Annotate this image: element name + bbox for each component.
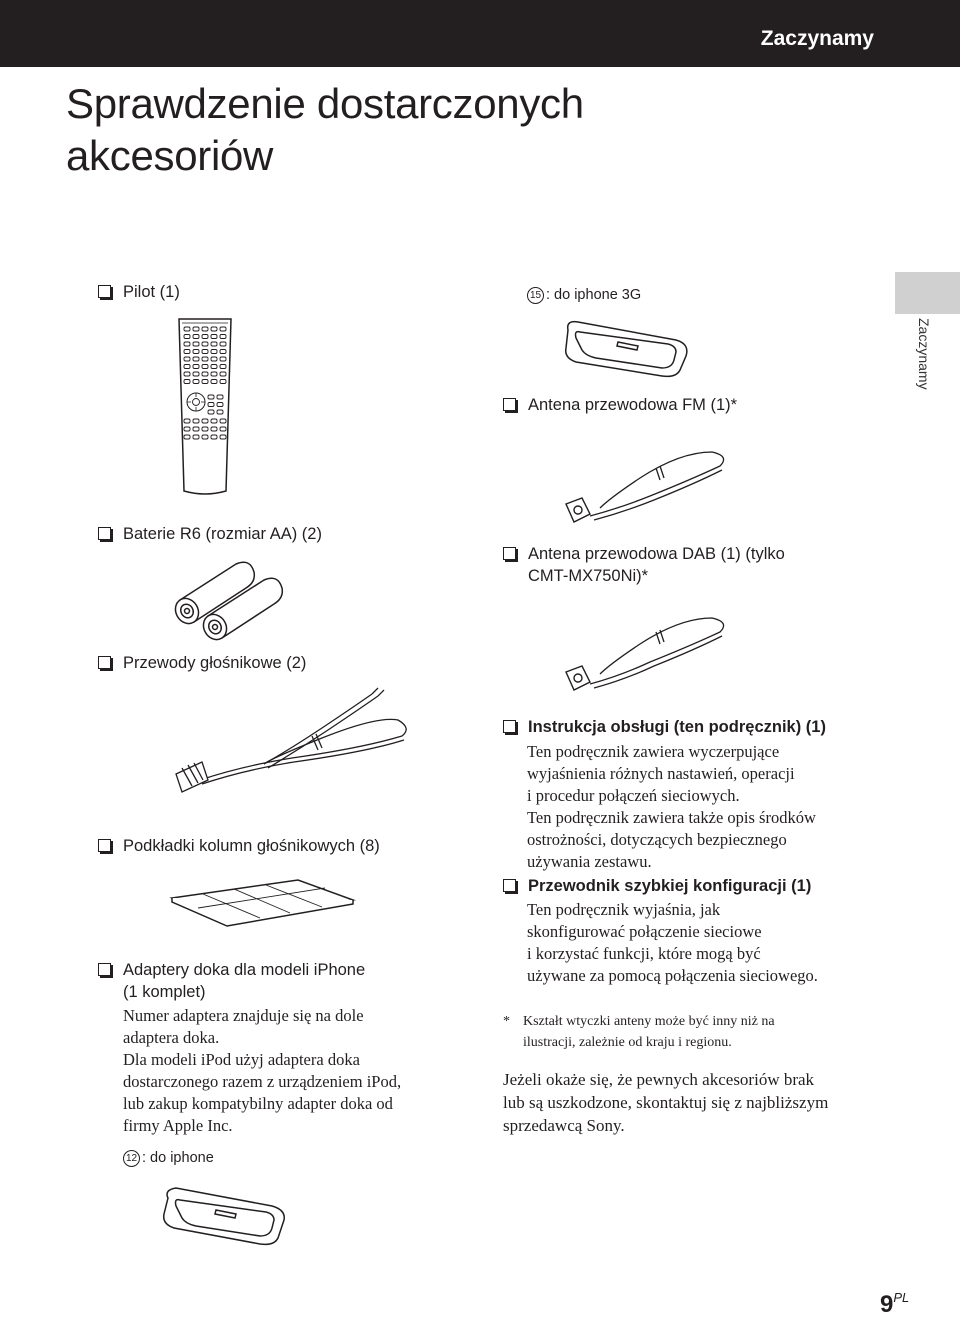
item-speaker-cords-label: Przewody głośnikowe (2) — [123, 654, 307, 672]
manual-description — [527, 741, 816, 873]
remote-button — [202, 357, 208, 361]
item-speaker-pads — [98, 835, 380, 857]
text-line: i procedur połączeń sieciowych. — [527, 786, 740, 805]
remote-button — [220, 342, 226, 346]
checkbox-icon — [503, 547, 516, 560]
item-remote-label: Pilot (1) — [123, 283, 180, 301]
checkbox-icon — [98, 527, 111, 540]
remote-button — [217, 403, 223, 407]
remote-button — [193, 427, 199, 431]
checkbox-icon — [503, 879, 516, 892]
dock-adapter-iphone-illustration — [160, 1180, 290, 1248]
remote-button — [220, 435, 226, 439]
remote-button — [193, 435, 199, 439]
page-number-suffix: PL — [893, 1290, 910, 1305]
remote-button — [193, 342, 199, 346]
item-dock-adapters-line2: (1 komplet) — [123, 983, 206, 1001]
remote-control-illustration — [170, 315, 240, 500]
checkbox-icon — [503, 398, 516, 411]
text-line: lub są uszkodzone, skontaktuj się z najbliższym — [503, 1093, 829, 1112]
remote-button — [208, 403, 214, 407]
item-dock-adapters — [98, 959, 365, 1003]
item-quick-guide-label: Przewodnik szybkiej konfiguracji (1) — [528, 877, 812, 895]
text-line: wyjaśnienia różnych nastawień, operacji — [527, 764, 795, 783]
remote-button — [211, 327, 217, 331]
dock-adapter-description — [123, 1005, 401, 1137]
remote-button — [202, 380, 208, 384]
adapter-label-text: : do iphone — [142, 1150, 214, 1166]
adapter-number-badge: 12 — [123, 1150, 140, 1167]
item-dab-antenna-line2: CMT-MX750Ni)* — [528, 567, 649, 585]
item-batteries-label: Baterie R6 (rozmiar AA) (2) — [123, 525, 322, 543]
item-remote — [98, 281, 180, 303]
text-line: używania zestawu. — [527, 852, 652, 871]
text-line: lub zakup kompatybilny adapter doka od — [123, 1094, 393, 1113]
page-number — [880, 1290, 909, 1319]
remote-button — [202, 419, 208, 423]
text-line: Numer adaptera znajduje się na dole — [123, 1006, 364, 1025]
remote-button — [208, 395, 214, 399]
remote-button — [220, 419, 226, 423]
adapter-label-text: : do iphone 3G — [546, 287, 642, 303]
adapter-label-iphone-3g — [527, 287, 641, 304]
adapter-number-badge: 15 — [527, 287, 544, 304]
footnote-mark: * — [503, 1014, 510, 1029]
item-fm-antenna — [503, 394, 737, 416]
text-line: skonfigurować połączenie sieciowe — [527, 922, 762, 941]
remote-button — [220, 327, 226, 331]
remote-button — [211, 342, 217, 346]
remote-button — [220, 357, 226, 361]
item-speaker-pads-label: Podkładki kolumn głośnikowych (8) — [123, 837, 380, 855]
dab-antenna-illustration — [560, 602, 730, 694]
header-bar — [0, 0, 960, 67]
footnote-line-1: Kształt wtyczki anteny może być inny niż na — [523, 1014, 775, 1029]
remote-button — [202, 365, 208, 369]
remote-button — [211, 335, 217, 339]
remote-button — [184, 365, 190, 369]
remote-button — [220, 372, 226, 376]
remote-button — [184, 357, 190, 361]
page-number-value: 9 — [880, 1291, 894, 1318]
title-line-2: akcesoriów — [66, 132, 274, 179]
section-title: Zaczynamy — [760, 27, 874, 50]
closing-note — [503, 1068, 828, 1137]
text-line: Jeżeli okaże się, że pewnych akcesoriów brak — [503, 1070, 815, 1089]
speaker-pads-illustration — [170, 878, 355, 926]
remote-button — [202, 342, 208, 346]
text-line: adaptera doka. — [123, 1028, 220, 1047]
remote-button — [220, 335, 226, 339]
item-dab-antenna-line1: Antena przewodowa DAB (1) (tylko — [528, 545, 785, 563]
remote-button — [220, 365, 226, 369]
text-line: ostrożności, dotyczących bezpiecznego — [527, 830, 787, 849]
remote-button — [193, 419, 199, 423]
text-line: używane za pomocą połączenia sieciowego. — [527, 966, 818, 985]
batteries-illustration — [168, 558, 293, 640]
checkbox-icon — [98, 656, 111, 669]
remote-button — [184, 350, 190, 354]
footnote-line-2: ilustracji, zależnie od kraju i regionu. — [523, 1035, 732, 1050]
page-title — [66, 78, 584, 182]
item-quick-guide — [503, 875, 811, 897]
remote-button — [211, 380, 217, 384]
remote-button — [217, 395, 223, 399]
checkbox-icon — [98, 963, 111, 976]
remote-button — [217, 410, 223, 414]
remote-button — [184, 427, 190, 431]
remote-button — [211, 357, 217, 361]
item-manual — [503, 716, 826, 738]
checkbox-icon — [98, 839, 111, 852]
text-line: i korzystać funkcji, które mogą być — [527, 944, 761, 963]
item-speaker-cords — [98, 652, 306, 674]
remote-button — [202, 427, 208, 431]
text-line: Ten podręcznik zawiera wyczerpujące — [527, 742, 780, 761]
remote-button — [193, 357, 199, 361]
remote-button — [193, 350, 199, 354]
remote-button — [220, 427, 226, 431]
text-line: firmy Apple Inc. — [123, 1116, 233, 1135]
remote-button — [211, 372, 217, 376]
remote-button — [193, 380, 199, 384]
checkbox-icon — [503, 720, 516, 733]
footnote — [503, 1011, 775, 1053]
remote-button — [184, 372, 190, 376]
remote-button — [193, 335, 199, 339]
remote-button — [184, 327, 190, 331]
item-manual-label: Instrukcja obsługi (ten podręcznik) (1) — [528, 718, 826, 736]
checkbox-icon — [98, 285, 111, 298]
remote-button — [202, 350, 208, 354]
text-line: Dla modeli iPod użyj adaptera doka — [123, 1050, 360, 1069]
remote-button — [211, 435, 217, 439]
dock-adapter-iphone-3g-illustration — [562, 318, 692, 380]
adapter-label-iphone — [123, 1150, 214, 1167]
remote-button — [193, 372, 199, 376]
text-line: dostarczonego razem z urządzeniem iPod, — [123, 1072, 402, 1091]
remote-button — [211, 419, 217, 423]
item-dab-antenna — [503, 543, 785, 587]
remote-button — [208, 410, 214, 414]
item-dock-adapters-line1: Adaptery doka dla modeli iPhone — [123, 961, 366, 979]
side-tab-label: Zaczynamy — [916, 318, 932, 390]
text-line: Ten podręcznik zawiera także opis środków — [527, 808, 816, 827]
text-line: Ten podręcznik wyjaśnia, jak — [527, 900, 721, 919]
remote-button — [202, 335, 208, 339]
remote-button — [211, 350, 217, 354]
remote-button — [211, 365, 217, 369]
side-tab — [895, 272, 960, 314]
remote-button — [220, 380, 226, 384]
remote-button — [184, 342, 190, 346]
remote-button — [184, 335, 190, 339]
remote-button — [202, 372, 208, 376]
fm-antenna-illustration — [560, 438, 730, 530]
remote-button — [202, 327, 208, 331]
title-line-1: Sprawdzenie dostarczonych — [66, 80, 584, 127]
item-fm-antenna-label: Antena przewodowa FM (1)* — [528, 396, 738, 414]
remote-button — [184, 380, 190, 384]
text-line: sprzedawcą Sony. — [503, 1116, 625, 1135]
remote-button — [193, 327, 199, 331]
remote-button — [184, 419, 190, 423]
remote-button — [193, 365, 199, 369]
remote-button — [220, 350, 226, 354]
item-batteries — [98, 523, 322, 545]
remote-button — [184, 435, 190, 439]
quick-guide-description — [527, 899, 818, 987]
remote-button — [211, 427, 217, 431]
speaker-cord-illustration — [172, 688, 412, 800]
remote-button — [202, 435, 208, 439]
